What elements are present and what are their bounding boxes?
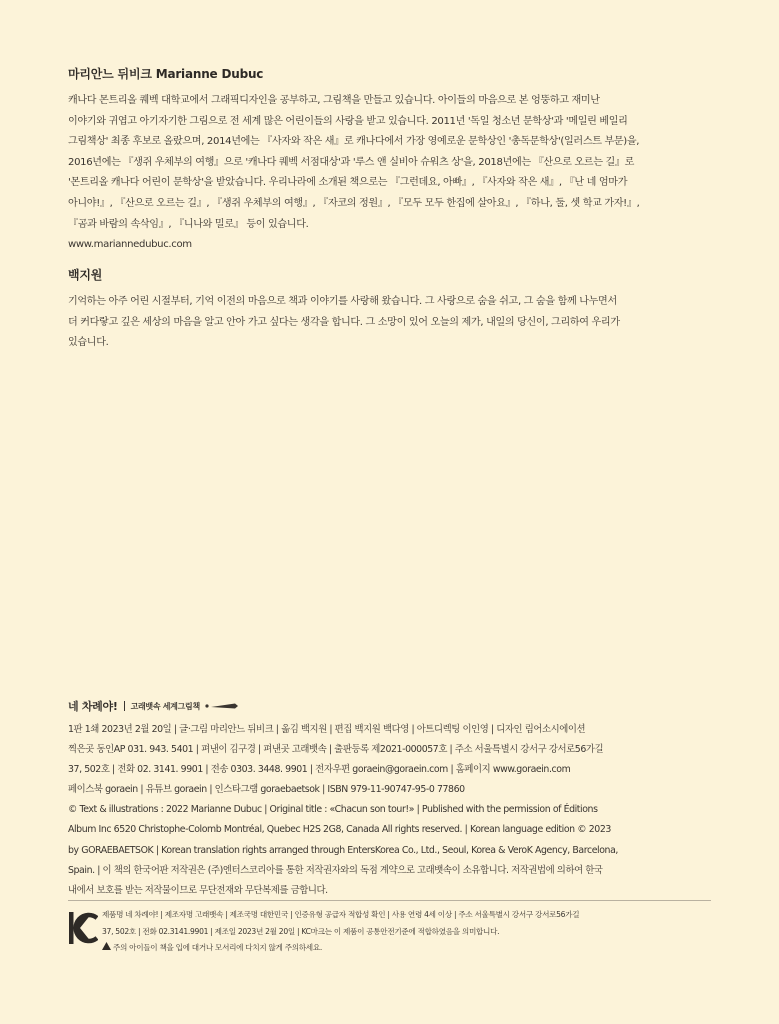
colophon-line: 찍은곳 동인AP 031. 943. 5401 | 펴낸이 김구경 | 펴낸곳 고래뱃속 | 출판등록 제2021-000057호 | 주소 서울특별시 강서구 강서로56가길 [68,744,604,756]
author-bio-line: 『곰과 바람의 속삭임』, 『니나와 밀로』 등이 있습니다. [68,218,309,230]
author-bio-line: 이야기와 귀엽고 아기자기한 그림으로 전 세계 많은 어린이들의 사랑을 받고 있습니다. 2011년 '독일 청소년 문학상'과 '메일린 베일리 [68,115,628,127]
colophon-line: by GORAEBAETSOK | Korean translation rights arranged through EntersKorea Co., Ltd., Seoul, Korea & VeroK Agency, Barcelona, [68,844,618,856]
colophon [68,720,708,901]
colophon-line: 페이스북 goraein | 유튜브 goraein | 인스타그램 goraebaetsok | ISBN 979-11-90747-95-0 77860 [68,784,465,796]
series-header [68,698,239,714]
colophon-line: 내에서 보호를 받는 저작물이므로 무단전재와 무단복제를 금합니다. [68,884,328,896]
colophon-line: 37, 502호 | 전화 02. 3141. 9901 | 전송 0303. 3448. 9901 | 전자우편 goraein@goraein.com | 홈페이지 www.goraein.com [68,764,571,776]
safety-warning [102,940,712,957]
divider [124,701,125,711]
series-name: 고래뱃속 세계그림책 [130,701,200,711]
colophon-line: Album Inc 6520 Christophe-Colomb Montréal, Quebec H2S 2G8, Canada All rights reserved. | Korean language edition © 2023 [68,824,611,836]
warning-triangle-icon [102,940,111,957]
translator-bio-line: 있습니다. [68,337,109,349]
author-heading: 마리안느 뒤비크 Marianne Dubuc [68,67,264,81]
author-bio-line: '몬트리올 캐나다 어린이 문학상'을 받았습니다. 우리나라에 소개된 책으로는 『그런데요, 아빠』, 『사자와 작은 새』, 『난 네 엄마가 [68,177,628,189]
author-bio-line: 아니야!』, 『산으로 오르는 길』, 『생쥐 우체부의 여행』, 『자코의 정원』, 『모두 모두 한집에 살아요』, 『하나, 둘, 셋 학교 가자!』, [68,197,640,209]
book-title: 네 차례야! [68,700,118,713]
author-bio [68,67,708,256]
author-bio-line: 2016년에는 『생쥐 우체부의 여행』으로 '캐나다 퀘벡 서점대상'과 '루스 앤 실비아 슈워츠 상'을, 2018년에는 『산으로 오르는 길』로 [68,156,635,168]
whale-logo-icon [205,702,239,710]
colophon-line: Spain. | 이 책의 한국어판 저작권은 (주)엔터스코리아를 통한 저작권자와의 독점 계약으로 고래뱃속이 소유합니다. 저작권법에 의하여 한국 [68,864,603,876]
translator-heading: 백지원 [68,268,103,282]
translator-bio-line: 기억하는 아주 어린 시절부터, 기억 이전의 마음으로 책과 이야기를 사랑해 왔습니다. 그 사랑으로 숨을 쉬고, 그 숨을 함께 나누면서 [68,296,617,307]
safety-warning-text: 주의 아이들이 책을 입에 대거나 모서리에 다치지 않게 주의하세요. [113,943,322,953]
author-bio-line: 캐나다 몬트리올 퀘벡 대학교에서 그래픽디자인을 공부하고, 그림책을 만들고 있습니다. 아이들의 마음으로 본 엉뚱하고 재미난 [68,95,600,106]
translator-bio [68,268,708,354]
divider-line [68,900,711,901]
safety-info [102,907,712,957]
colophon-line: 1판 1쇄 2023년 2월 20일 | 글·그림 마리안느 뒤비크 | 옮김 백지원 | 편집 백지원 백다영 | 아트디렉팅 이인영 | 디자인 림어소시에이션 [68,724,586,735]
translator-bio-line: 더 커다랗고 깊은 세상의 마음을 알고 안아 가고 싶다는 생각을 합니다. 그 소망이 있어 오늘의 제가, 내일의 당신이, 그리하여 우리가 [68,316,620,328]
colophon-line: © Text & illustrations : 2022 Marianne Dubuc | Original title : «Chacun son tour!» | Published with the permission of Éditions [68,804,598,816]
safety-line: 제품명 네 차례야! | 제조자명 고래뱃속 | 제조국명 대한민국 | 인증유형 공급자 적합성 확인 | 사용 연령 4세 이상 | 주소 서울특별시 강서구 강서로56가길 [102,910,580,919]
kc-mark-icon [68,910,98,946]
author-bio-line: 그림책상' 최종 후보로 올랐으며, 2014년에는 『사자와 작은 새』로 캐나다에서 가장 영예로운 문학상인 '총독문학상'(일러스트 부문)을, [68,136,640,148]
safety-line: 37, 502호 | 전화 02.3141.9901 | 제조일 2023년 2월 20일 | KC마크는 이 제품이 공통안전기준에 적합하였음을 의미합니다. [102,926,500,936]
author-website: www.mariannedubuc.com [68,239,192,251]
